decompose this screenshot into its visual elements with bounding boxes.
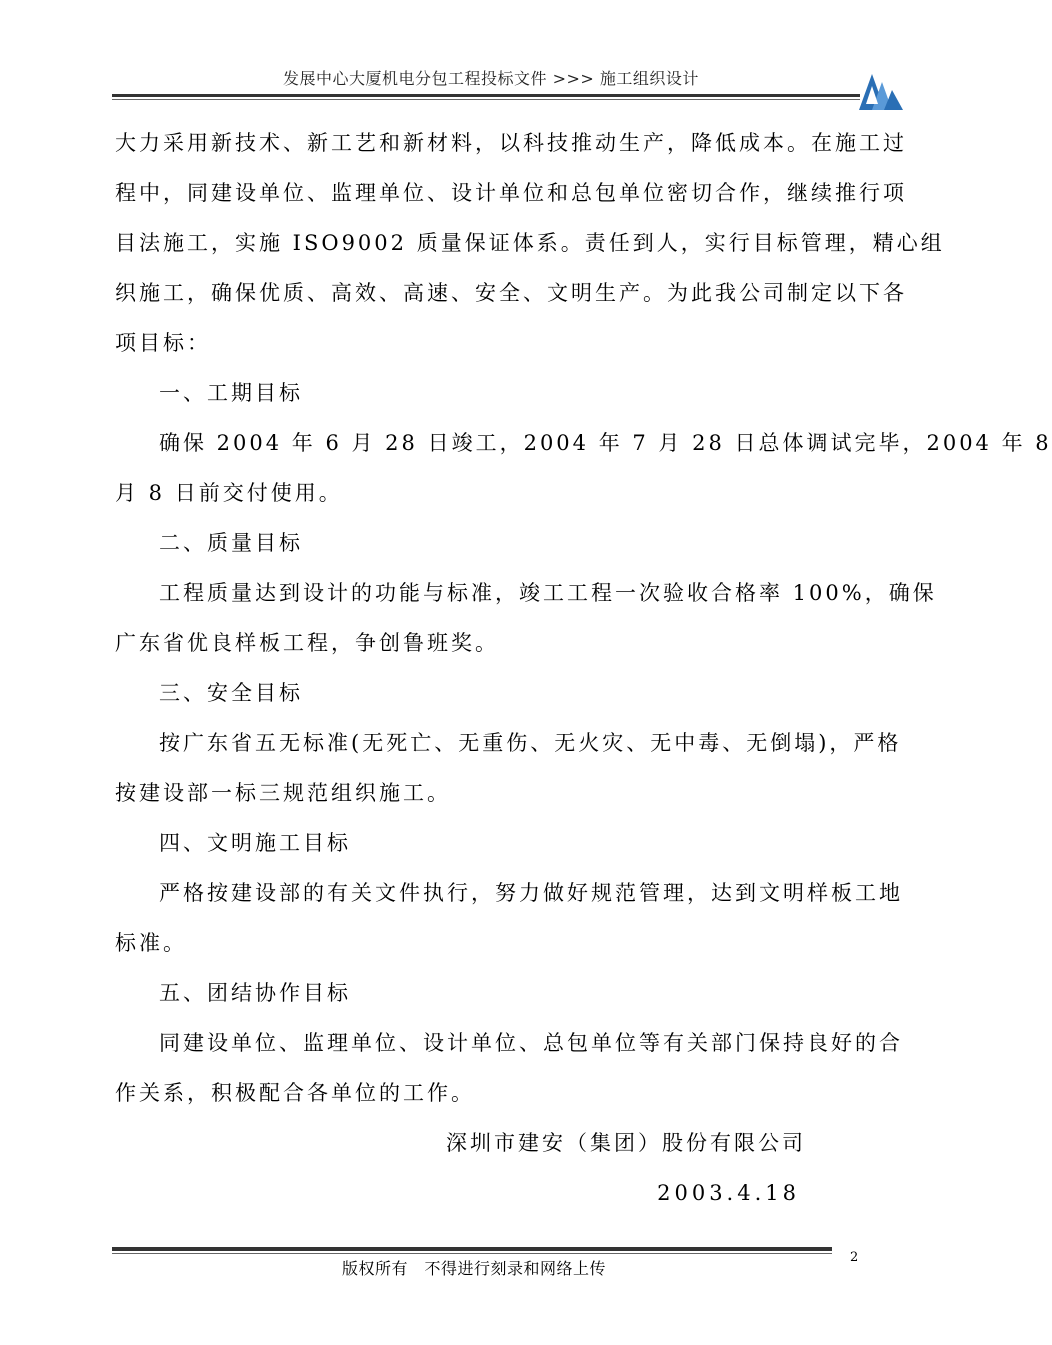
intro-line: 织施工，确保优质、高效、高速、安全、文明生产。为此我公司制定以下各 (115, 281, 907, 305)
section-line: 确保 2004 年 6 月 28 日竣工，2004 年 7 月 28 日总体调试完毕，2004 年 8 (159, 431, 1052, 455)
company-logo-icon (858, 72, 904, 112)
header-title: 发展中心大厦机电分包工程投标文件 >>> 施工组织设计 (283, 69, 699, 88)
section-heading: 二、质量目标 (159, 531, 303, 555)
footer-rule (112, 1247, 832, 1251)
header-rule-thin (112, 99, 860, 100)
footer-rule-thin (112, 1253, 832, 1254)
section-line: 工程质量达到设计的功能与标准，竣工工程一次验收合格率 100%，确保 (159, 581, 937, 605)
section-heading: 五、团结协作目标 (159, 981, 351, 1005)
section-line: 作关系，积极配合各单位的工作。 (115, 1081, 475, 1105)
section-line: 按广东省五无标准(无死亡、无重伤、无火灾、无中毒、无倒塌)，严格 (159, 731, 902, 755)
section-heading: 三、安全目标 (159, 681, 303, 705)
section-heading: 一、工期目标 (159, 381, 303, 405)
section-line: 按建设部一标三规范组织施工。 (115, 781, 451, 805)
signature-date: 2003.4.18 (657, 1181, 800, 1205)
intro-line: 项目标： (115, 331, 211, 355)
section-line: 广东省优良样板工程，争创鲁班奖。 (115, 631, 499, 655)
intro-line: 大力采用新技术、新工艺和新材料，以科技推动生产，降低成本。在施工过 (115, 131, 907, 155)
signature: 深圳市建安（集团）股份有限公司 (446, 1131, 806, 1155)
document-body (115, 118, 1052, 1218)
intro-line: 程中，同建设单位、监理单位、设计单位和总包单位密切合作，继续推行项 (115, 181, 907, 205)
page-number: 2 (850, 1250, 859, 1265)
intro-line: 目法施工，实施 ISO9002 质量保证体系。责任到人，实行目标管理，精心组 (115, 231, 945, 255)
section-line: 标准。 (115, 931, 187, 955)
copyright-notice: 版权所有 不得进行刻录和网络上传 (342, 1259, 607, 1278)
section-heading: 四、文明施工目标 (159, 831, 351, 855)
header-rule (112, 94, 860, 97)
section-line: 同建设单位、监理单位、设计单位、总包单位等有关部门保持良好的合 (159, 1031, 903, 1055)
section-line: 严格按建设部的有关文件执行，努力做好规范管理，达到文明样板工地 (159, 881, 903, 905)
section-line: 月 8 日前交付使用。 (115, 481, 343, 505)
